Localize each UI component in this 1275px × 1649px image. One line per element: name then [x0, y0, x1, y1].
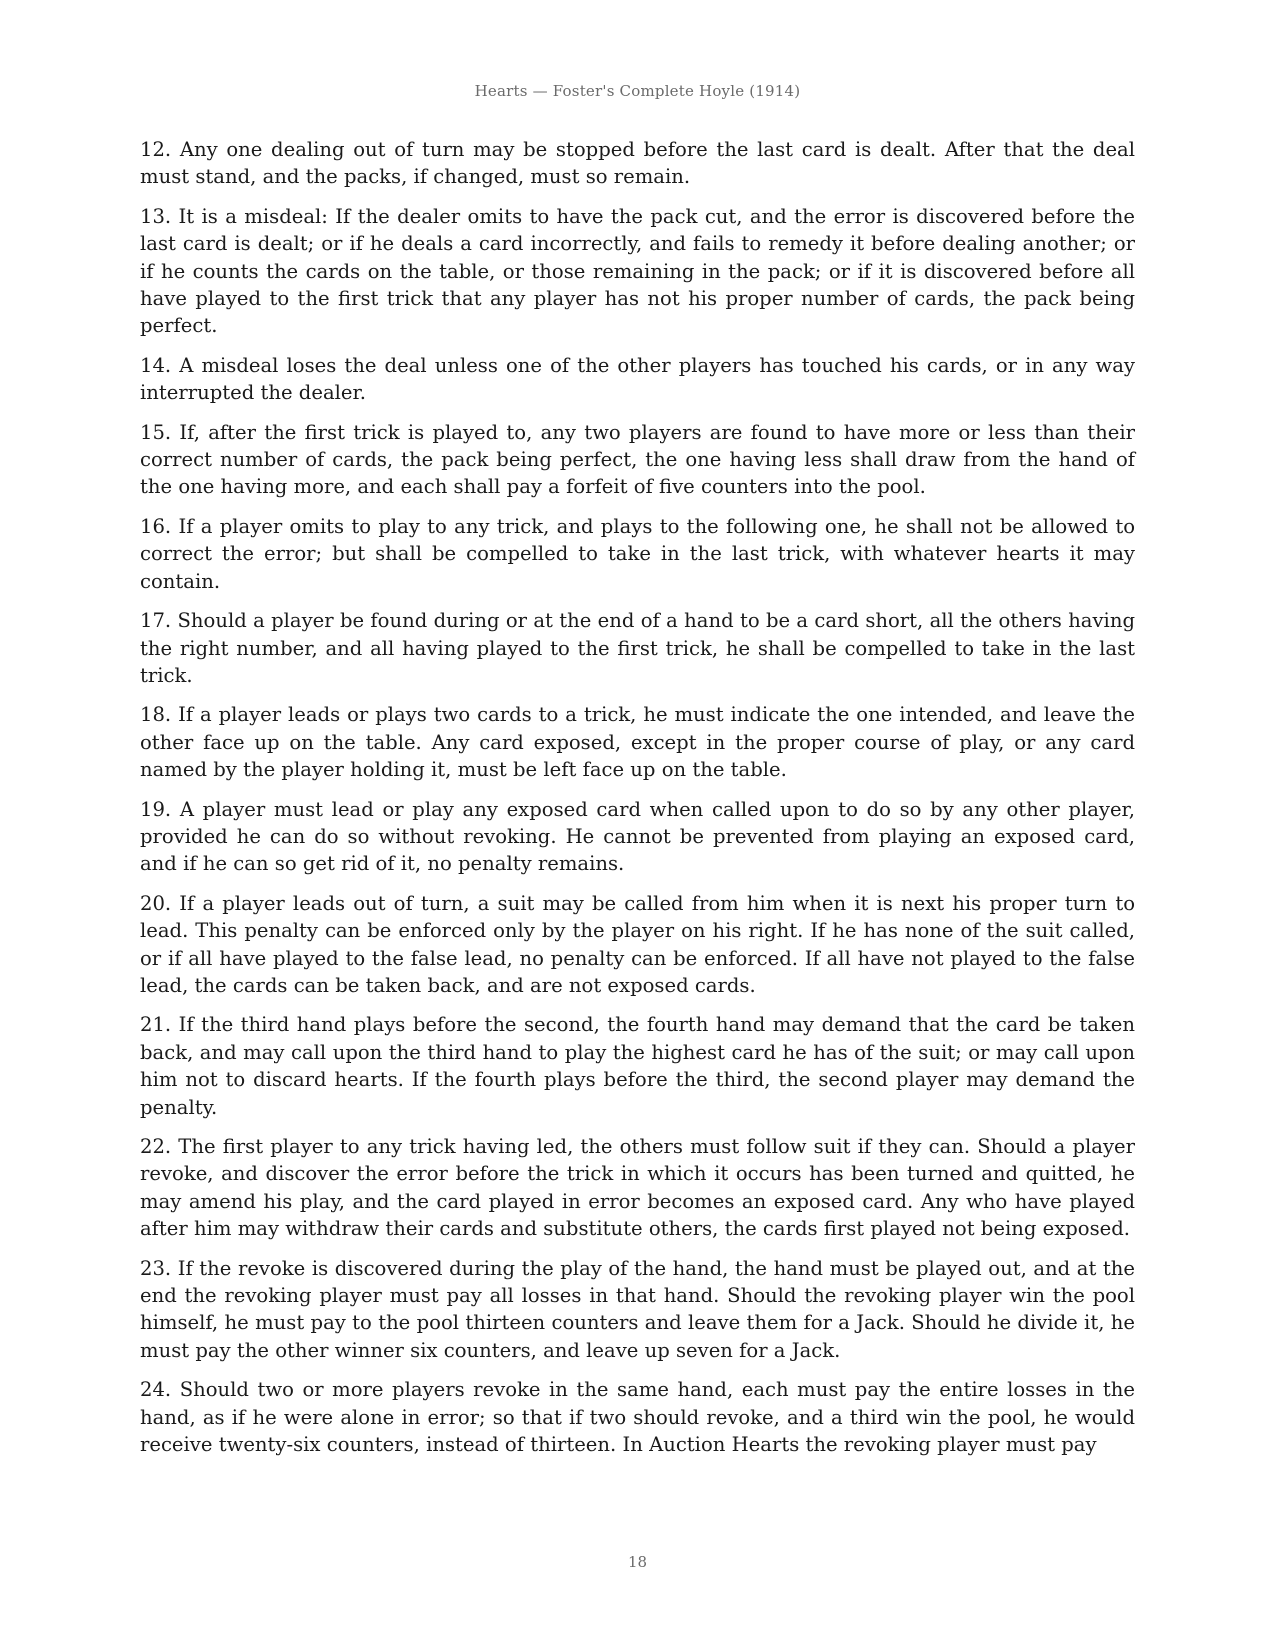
rule-paragraph-23: 23. If the revoke is discovered during the play of the hand, the hand must be played out, and at the end the revoking player must pay all losses in that hand. Should the revoking player win the pool himself, he must pay to the pool thirteen counters and leave them for a Jack. Should he divide it, he must pay the other winner six counters, and leave up seven for a Jack.: [140, 1256, 1135, 1362]
rule-paragraph-14: 14. A misdeal loses the deal unless one of the other players has touched his cards, or in any way interrupted the dealer.: [140, 353, 1135, 405]
page-number: 18: [627, 1553, 648, 1571]
rule-paragraph-15: 15. If, after the first trick is played to, any two players are found to have more or less than their correct number of cards, the pack being perfect, the one having less shall draw from the hand of the one having more, and each shall pay a forfeit of five counters into the pool.: [140, 420, 1135, 499]
running-header: Hearts — Foster's Complete Hoyle (1914): [474, 82, 801, 100]
rule-paragraph-17: 17. Should a player be found during or at the end of a hand to be a card short, all the others having the right number, and all having played to the first trick, he shall be compelled to take in the last trick.: [140, 609, 1135, 687]
rule-paragraph-20: 20. If a player leads out of turn, a suit may be called from him when it is next his proper turn to lead. This penalty can be enforced only by the player on his right. If he has none of the suit called, or if all have played to the false lead, no penalty can be enforced. If all have not played to the false lead, the cards can be taken back, and are not exposed cards.: [140, 891, 1135, 997]
rule-paragraph-16: 16. If a player omits to play to any trick, and plays to the following one, he shall not be allowed to correct the error; but shall be compelled to take in the last trick, with whatever hearts it may contain.: [140, 514, 1135, 593]
rule-paragraph-12: 12. Any one dealing out of turn may be stopped before the last card is dealt. After that the deal must stand, and the packs, if changed, must so remain.: [140, 138, 1135, 189]
rule-paragraph-19: 19. A player must lead or play any exposed card when called upon to do so by any other player, provided he can do so without revoking. He cannot be prevented from playing an exposed card, and if he can so get rid of it, no penalty remains.: [140, 797, 1135, 876]
body-text: [140, 136, 1135, 1470]
rule-paragraph-21: 21. If the third hand plays before the second, the fourth hand may demand that the card be taken back, and may call upon the third hand to play the highest card he has of the suit; or may call upon him not to discard hearts. If the fourth plays before the third, the second player may demand the penalty.: [140, 1013, 1135, 1119]
rule-paragraph-24: 24. Should two or more players revoke in the same hand, each must pay the entire losses in the hand, as if he were alone in error; so that if two should revoke, and a third win the pool, he would receive twenty-six counters, instead of thirteen. In Auction Hearts the revoking player must pay: [140, 1378, 1135, 1457]
rule-paragraph-22: 22. The first player to any trick having led, the others must follow suit if they can. Should a player revoke, and discover the error before the trick in which it occurs has been turned and quitted, he may amend his play, and the card played in error becomes an exposed card. Any who have played after him may withdraw their cards and substitute others, the cards first played not being exposed.: [140, 1135, 1135, 1241]
rule-paragraph-13: 13. It is a misdeal: If the dealer omits to have the pack cut, and the error is discovered before the last card is dealt; or if he deals a card incorrectly, and fails to remedy it before dealing another; or if he counts the cards on the table, or those remaining in the pack; or if it is discovered before all have played to the first trick that any player has not his proper number of cards, the pack being perfect.: [140, 204, 1135, 338]
rule-paragraph-18: 18. If a player leads or plays two cards to a trick, he must indicate the one intended, and leave the other face up on the table. Any card exposed, except in the proper course of play, or any card named by the player holding it, must be left face up on the table.: [140, 703, 1135, 782]
